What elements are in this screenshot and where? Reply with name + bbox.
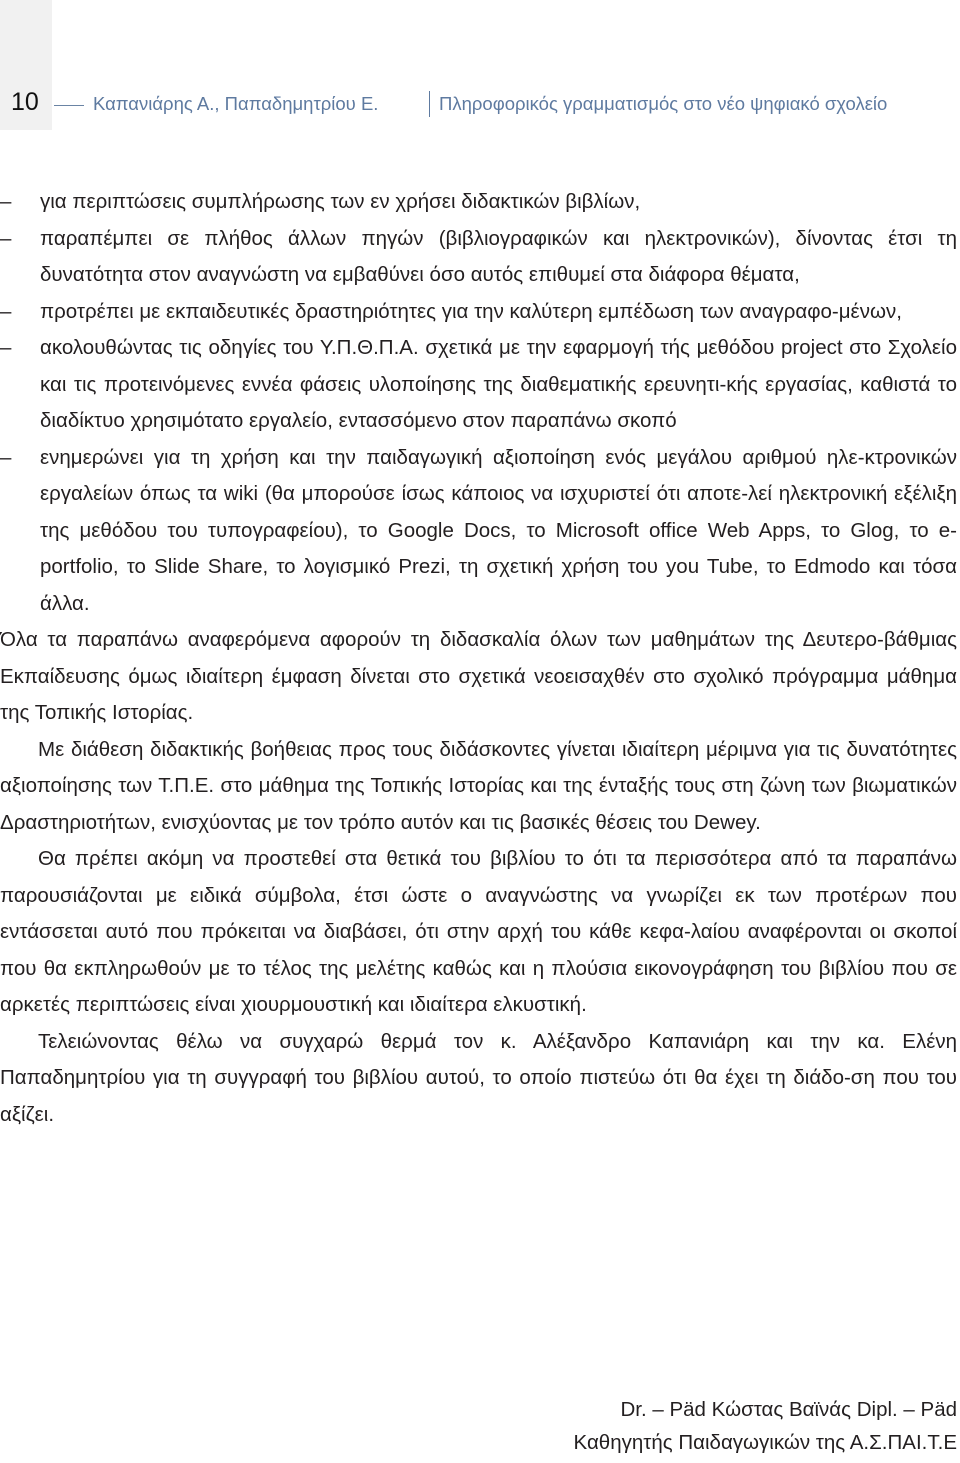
list-item — [0, 330, 957, 440]
signature-name: Dr. – Päd Κώστας Βαϊνάς Dipl. – Päd — [620, 1398, 957, 1421]
paragraph: Με διάθεση διδακτικής βοήθειας προς τους διδάσκοντες γίνεται ιδιαίτερη μέριμνα για τις δυνατότητες αξιοποίησης των Τ.Π.Ε. στο μάθημα της Τοπικής Ιστορίας και της ένταξής τους στη ζώνη των βιωματικών Δραστηριοτήτων, ενισχύοντας με τον τρόπο αυτόν και τις βασικές θέσεις του Dewey. — [0, 737, 957, 834]
paragraph: Θα πρέπει ακόμη να προστεθεί στα θετικά του βιβλίου το ότι τα περισσότερα από τα παραπάνω παρουσιάζονται με ειδικά σύμβολα, έτσι ώστε ο αναγνώστης να γνωρίζει εκ των προτέρων που εντάσσεται αυτό που πρόκειται να διαβάσει, ότι στην αρχή του κάθε κεφα-λαίου αναφέρονται οι σκοποί που θα εκπληρωθούν με το τέλος της μελέτης καθώς και η πλούσια εικονογράφηση του βιβλίου που σε αρκετές περιπτώσεις είναι χιουρμουστική και ιδιαίτερα ελκυστική. — [0, 847, 957, 1016]
dash-bullet: – — [0, 336, 12, 359]
list-item-text: προτρέπει με εκπαιδευτικές δραστηριότητες για την καλύτερη εμπέδωση των αναγραφο-μένων, — [40, 299, 902, 323]
header-authors: Καπανιάρης Α., Παπαδημητρίου Ε. — [93, 93, 379, 114]
header-separator — [429, 91, 430, 117]
paragraph: Όλα τα παραπάνω αναφερόμενα αφορούν τη διδασκαλία όλων των μαθημάτων της Δευτερο-βάθμιας Εκπαίδευσης όμως ιδιαίτερη έμφαση δίνεται στο σχετικά νεοεισαχθέν στο σχολικό πρόγραμμα μάθημα της Τοπικής Ιστορίας. — [0, 628, 957, 724]
dash-bullet: – — [0, 299, 12, 323]
list-item — [0, 221, 957, 294]
paragraph: Τελειώνοντας θέλω να συγχαρώ θερμά τον κ. Αλέξανδρο Καπανιάρη και την κα. Ελένη Παπαδημητρίου για τη συγγραφή του βιβλίου αυτού, το οποίο πιστεύω ότι θα έχει τη διάδο-ση που του αξίζει. — [0, 1029, 957, 1126]
dash-bullet: – — [0, 226, 12, 250]
list-item-text: ενημερώνει για τη χρήση και την παιδαγωγική αξιοποίηση ενός μεγάλου αριθμού ηλε-κτρονικών εργαλείων όπως τα wiki (θα μπορούσε ίσως κάποιος να ισχυριστεί ότι αποτε-λεί ηλεκτρονική εξέλιξη της μεθόδου του τυπογραφείου), το Google Docs, το Microsoft office Web Apps, το Glog, το e-portfolio, το Slide Share, το λογισμικό Prezi, τη σχετική χρήση του you Tube, το Edmodo και τόσα άλλα. — [40, 445, 957, 615]
dash-bullet: – — [0, 190, 12, 213]
list-item-text: παραπέμπει σε πλήθος άλλων πηγών (βιβλιογραφικών και ηλεκτρονικών), δίνοντας έτσι τη δυνατότητα στον αναγνώστη να εμβαθύνει όσο αυτός επιθυμεί στα διάφορα θέματα, — [40, 226, 957, 286]
body-text — [0, 184, 957, 1133]
list-item — [0, 184, 957, 221]
page-number: 10 — [11, 88, 39, 116]
list-item-text: για περιπτώσεις συμπλήρωσης των εν χρήσει διδακτικών βιβλίων, — [40, 190, 641, 213]
header-rule — [54, 105, 84, 106]
dash-bullet: – — [0, 445, 12, 469]
list-item — [0, 294, 957, 331]
feature-list — [0, 184, 957, 622]
header-book-title: Πληροφορικός γραμματισμός στο νέο ψηφιακό σχολείο — [439, 93, 888, 114]
list-item — [0, 440, 957, 623]
signature — [574, 1393, 957, 1459]
list-item-text: ακολουθώντας τις οδηγίες του Υ.Π.Θ.Π.Α. σχετικά με την εφαρμογή τής μεθόδου project στο Σχολείο και τις προτεινόμενες εννέα φάσεις υλοποίησης της διαθεματικής ερευνητι-κής εργασίας, καθιστά το διαδίκτυο χρησιμότατο εργαλείο, εντασσόμενο στον παραπάνω σκοπό — [40, 336, 957, 432]
signature-role: Καθηγητής Παιδαγωγικών της Α.Σ.ΠΑΙ.Τ.Ε — [573, 1431, 957, 1454]
